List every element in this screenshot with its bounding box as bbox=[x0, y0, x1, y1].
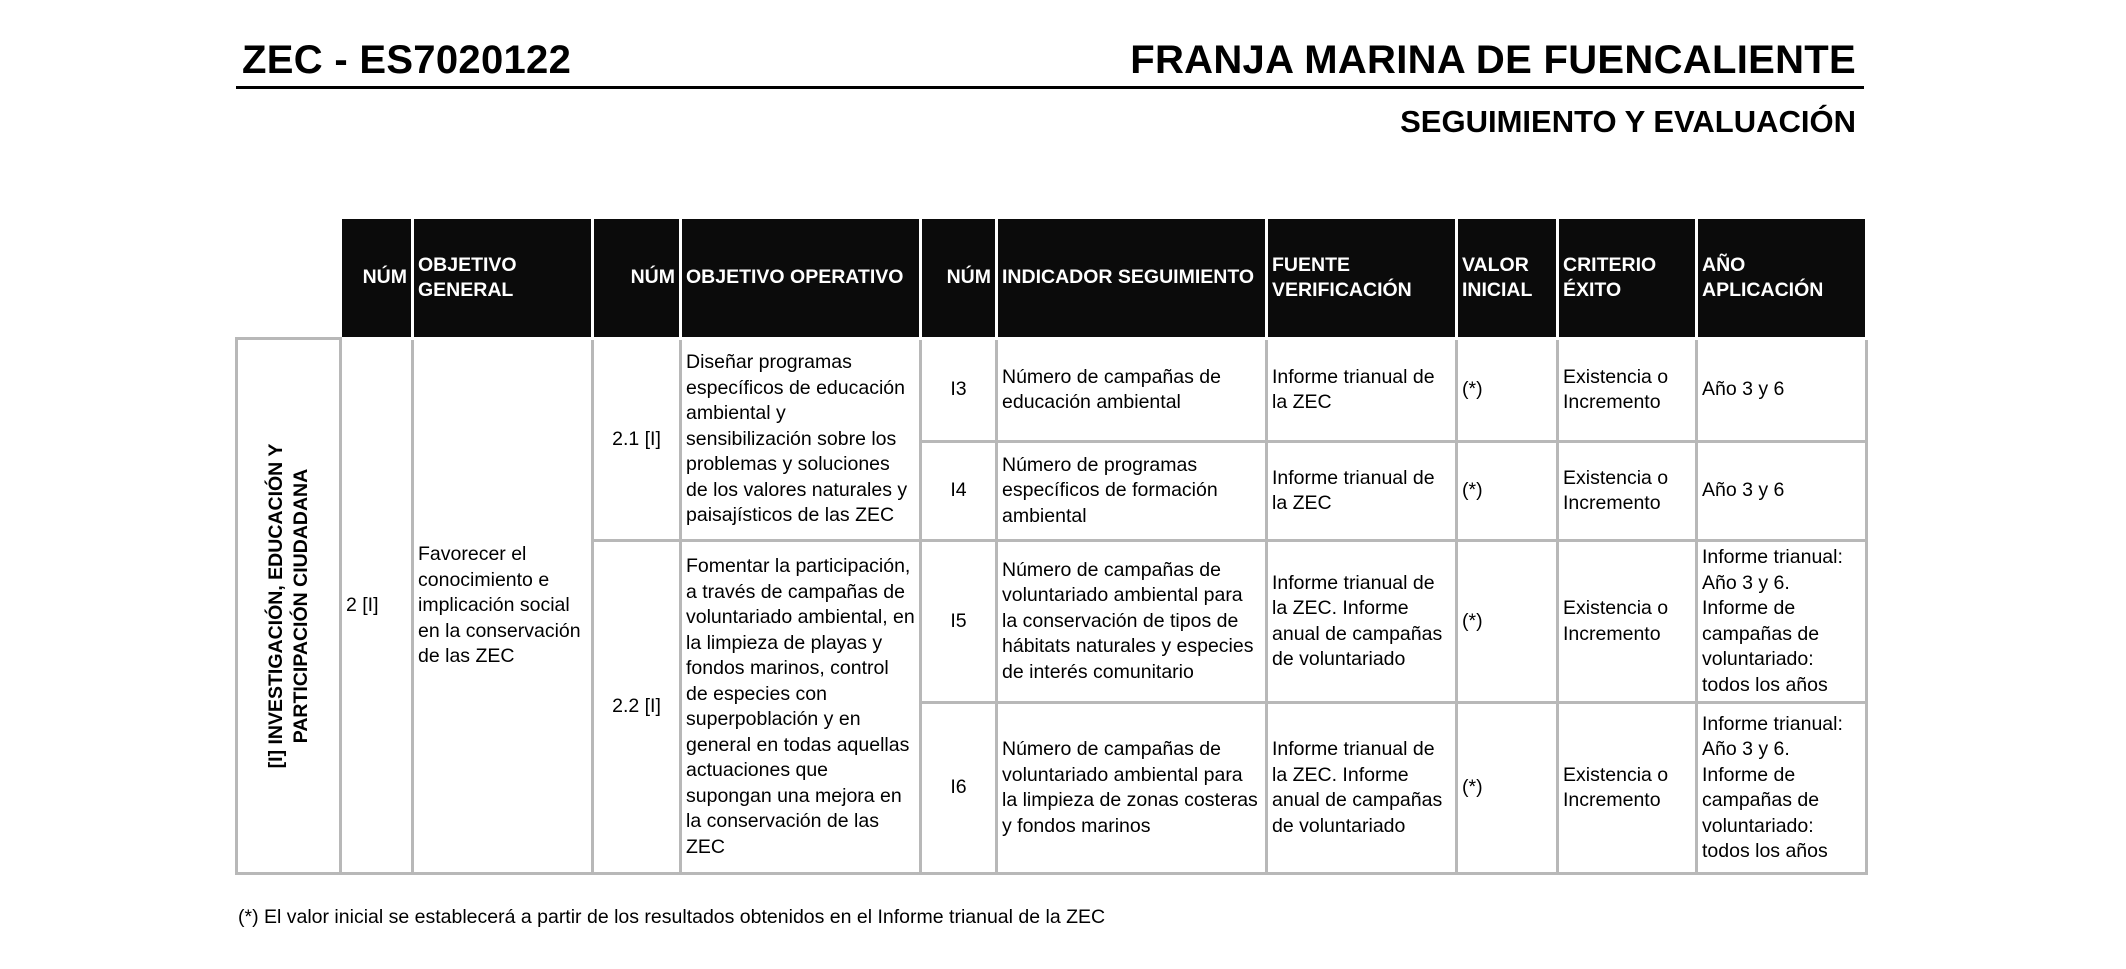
indicador-num: I6 bbox=[921, 703, 997, 874]
indicador-num: I3 bbox=[921, 339, 997, 442]
operativo-objetivo: Diseñar programas específicos de educación ambiental y sensibilización sobre los problemas y soluciones de los valores naturales y paisajísticos de las ZEC bbox=[681, 339, 921, 541]
anio-text: Año 3 y 6 bbox=[1697, 442, 1867, 541]
anio-text: Año 3 y 6 bbox=[1697, 339, 1867, 442]
col-indicador: INDICADOR SEGUIMIENTO bbox=[997, 218, 1267, 339]
criterio-text: Existencia o Incremento bbox=[1558, 442, 1697, 541]
indicador-text: Número de campañas de voluntariado ambiental para la conservación de tipos de hábitats naturales y especies de interés comunitario bbox=[997, 541, 1267, 703]
footnote: (*) El valor inicial se establecerá a partir de los resultados obtenidos en el Informe trianual de la ZEC bbox=[238, 906, 1106, 928]
header-rule bbox=[236, 86, 1864, 89]
col-objetivo-operativo: OBJETIVO OPERATIVO bbox=[681, 218, 921, 339]
col-valor-inicial: VALOR INICIAL bbox=[1457, 218, 1558, 339]
document-code: ZEC - ES7020122 bbox=[242, 38, 572, 82]
indicador-text: Número de campañas de voluntariado ambiental para la limpieza de zonas costeras y fondos marinos bbox=[997, 703, 1267, 874]
indicador-text: Número de programas específicos de formación ambiental bbox=[997, 442, 1267, 541]
criterio-text: Existencia o Incremento bbox=[1558, 703, 1697, 874]
section-label: [I] INVESTIGACIÓN, EDUCACIÓN Y PARTICIPACIÓN CIUDADANA bbox=[264, 443, 312, 769]
fuente-text: Informe trianual de la ZEC bbox=[1267, 339, 1457, 442]
valor-inicial: (*) bbox=[1457, 703, 1558, 874]
general-objetivo: Favorecer el conocimiento e implicación social en la conservación de las ZEC bbox=[413, 339, 593, 874]
fuente-text: Informe trianual de la ZEC. Informe anual de campañas de voluntariado bbox=[1267, 703, 1457, 874]
table-header-row bbox=[237, 218, 1867, 339]
fuente-text: Informe trianual de la ZEC bbox=[1267, 442, 1457, 541]
valor-inicial: (*) bbox=[1457, 541, 1558, 703]
criterio-text: Existencia o Incremento bbox=[1558, 339, 1697, 442]
col-fuente: FUENTE VERIFICACIÓN bbox=[1267, 218, 1457, 339]
col-criterio: CRITERIO ÉXITO bbox=[1558, 218, 1697, 339]
fuente-text: Informe trianual de la ZEC. Informe anual de campañas de voluntariado bbox=[1267, 541, 1457, 703]
section-label-cell bbox=[237, 339, 341, 874]
col-objetivo-general: OBJETIVO GENERAL bbox=[413, 218, 593, 339]
site-name: FRANJA MARINA DE FUENCALIENTE bbox=[1130, 38, 1856, 82]
monitoring-table bbox=[235, 216, 1868, 875]
anio-text: Informe trianual: Año 3 y 6. Informe de campañas de voluntariado: todos los años bbox=[1697, 541, 1867, 703]
col-num-general: NÚM bbox=[341, 218, 413, 339]
section-title: SEGUIMIENTO Y EVALUACIÓN bbox=[1400, 104, 1856, 139]
col-anio: AÑO APLICACIÓN bbox=[1697, 218, 1867, 339]
operativo-num: 2.2 [I] bbox=[593, 541, 681, 874]
valor-inicial: (*) bbox=[1457, 339, 1558, 442]
anio-text: Informe trianual: Año 3 y 6. Informe de campañas de voluntariado: todos los años bbox=[1697, 703, 1867, 874]
indicador-num: I5 bbox=[921, 541, 997, 703]
col-num-indicador: NÚM bbox=[921, 218, 997, 339]
operativo-num: 2.1 [I] bbox=[593, 339, 681, 541]
header-blank-cell bbox=[237, 218, 341, 339]
col-num-operativo: NÚM bbox=[593, 218, 681, 339]
operativo-objetivo: Fomentar la participación, a través de campañas de voluntariado ambiental, en la limpieza de playas y fondos marinos, control de especies con superpoblación y en general en todas aquellas actuaciones que supongan una mejora en la conservación de las ZEC bbox=[681, 541, 921, 874]
general-num: 2 [I] bbox=[341, 339, 413, 874]
indicador-text: Número de campañas de educación ambiental bbox=[997, 339, 1267, 442]
indicador-num: I4 bbox=[921, 442, 997, 541]
valor-inicial: (*) bbox=[1457, 442, 1558, 541]
criterio-text: Existencia o Incremento bbox=[1558, 541, 1697, 703]
table-row bbox=[237, 339, 1867, 442]
